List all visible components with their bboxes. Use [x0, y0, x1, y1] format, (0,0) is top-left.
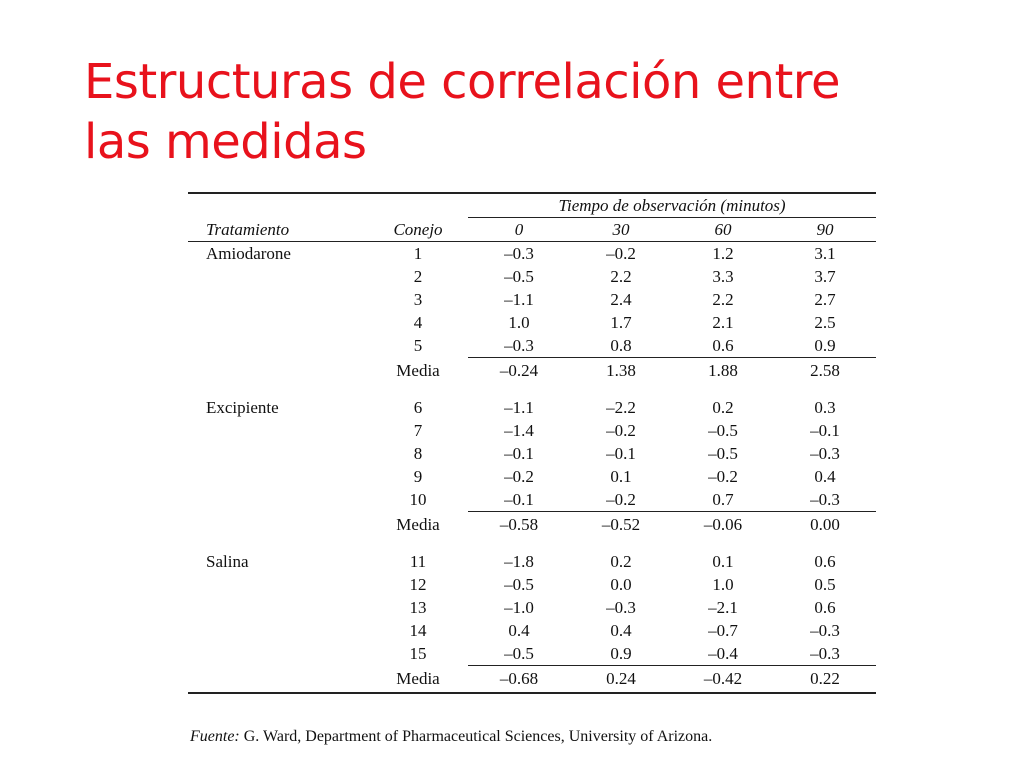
value-cell: –0.3 — [606, 598, 636, 617]
value-cell: 0.0 — [610, 575, 632, 594]
table-row — [188, 488, 876, 512]
value-cell: –0.2 — [606, 421, 636, 440]
table-row — [188, 573, 876, 596]
value-cell: 1.0 — [712, 575, 734, 594]
mean-value-cell: 0.22 — [774, 666, 876, 694]
value-cell: –0.5 — [504, 644, 534, 663]
rabbit-id: 15 — [409, 644, 427, 664]
table-row — [188, 396, 876, 419]
bottom-rule-cell — [188, 693, 876, 698]
value-cell: –0.5 — [708, 421, 738, 440]
value-cell: 0.9 — [610, 644, 632, 663]
value-cell: –0.3 — [810, 444, 840, 463]
table-row — [188, 288, 876, 311]
value-cell: 0.6 — [814, 552, 836, 571]
table-row — [188, 265, 876, 288]
value-cell: 1.2 — [712, 244, 734, 263]
treatment-cell — [188, 512, 368, 539]
table-row — [188, 465, 876, 488]
mean-row — [188, 666, 876, 694]
group-spacer — [188, 538, 876, 550]
rabbit-id: 14 — [409, 621, 427, 640]
rabbit-id: 6 — [413, 398, 423, 417]
table-row — [188, 550, 876, 573]
value-cell: 3.3 — [712, 267, 734, 286]
table-row — [188, 334, 876, 358]
rabbit-id: 10 — [409, 490, 427, 510]
value-cell: 2.2 — [712, 290, 734, 309]
treatment-label: Excipiente — [206, 398, 279, 417]
treatment-cell — [188, 619, 368, 642]
mean-row — [188, 358, 876, 385]
value-cell: –1.0 — [504, 598, 534, 617]
rabbit-id: 9 — [413, 467, 423, 486]
mean-value-cell: 0.24 — [570, 666, 672, 694]
mean-label: Media — [396, 360, 440, 380]
value-cell: 0.5 — [814, 575, 836, 594]
value-cell: 1.7 — [610, 313, 632, 332]
value-cell: –0.2 — [606, 244, 636, 263]
value-cell: 0.1 — [712, 552, 734, 571]
value-cell: 0.4 — [814, 467, 836, 486]
mean-label: Media — [396, 668, 440, 688]
treatment-cell — [188, 596, 368, 619]
treatment-cell — [188, 419, 368, 442]
value-cell: –0.3 — [810, 621, 840, 640]
value-cell: 0.3 — [814, 398, 836, 417]
table-body — [188, 242, 876, 699]
mean-value-cell: –0.06 — [672, 512, 774, 539]
value-cell: –0.1 — [504, 444, 534, 463]
value-cell: –0.3 — [504, 244, 534, 263]
treatment-cell — [188, 488, 368, 512]
treatment-cell — [188, 311, 368, 334]
value-cell: –0.2 — [708, 467, 738, 486]
mean-value-cell: 1.88 — [672, 358, 774, 385]
mean-value-cell: –0.58 — [468, 512, 570, 539]
value-cell: 0.7 — [712, 490, 734, 509]
rabbit-id: 2 — [413, 267, 423, 286]
value-cell: 0.2 — [712, 398, 734, 417]
data-table-container — [188, 192, 876, 698]
treatment-cell — [188, 334, 368, 358]
value-cell: –2.1 — [708, 598, 738, 617]
value-cell: –0.2 — [504, 467, 534, 486]
rabbit-id: 1 — [413, 244, 423, 263]
rabbit-id: 3 — [413, 290, 423, 309]
value-cell: –2.2 — [606, 398, 636, 417]
value-cell: 0.9 — [814, 336, 836, 355]
value-cell: –1.8 — [504, 552, 534, 571]
footnote-label: Fuente: — [190, 728, 240, 745]
value-cell: –0.3 — [810, 644, 840, 663]
value-cell: 0.2 — [610, 552, 632, 571]
bottom-rule — [188, 693, 876, 698]
value-cell: –1.1 — [504, 398, 534, 417]
value-cell: –0.1 — [810, 421, 840, 440]
value-cell: –0.3 — [810, 490, 840, 509]
mean-value-cell: –0.42 — [672, 666, 774, 694]
mean-value-cell: 1.38 — [570, 358, 672, 385]
mean-value-cell: 0.00 — [774, 512, 876, 539]
treatment-cell — [188, 442, 368, 465]
value-cell: 0.8 — [610, 336, 632, 355]
header-time-30: 30 — [570, 218, 672, 242]
slide-title-line2: las medidas — [84, 114, 367, 170]
value-cell: 2.7 — [814, 290, 836, 309]
rabbit-id: 7 — [413, 421, 423, 440]
value-cell: 2.5 — [814, 313, 836, 332]
table-row — [188, 442, 876, 465]
treatment-cell — [188, 666, 368, 694]
treatment-label: Amiodarone — [206, 244, 291, 263]
table-row — [188, 642, 876, 666]
value-cell: 0.4 — [610, 621, 632, 640]
header-time-60: 60 — [672, 218, 774, 242]
value-cell: –1.4 — [504, 421, 534, 440]
header-span-row — [188, 193, 876, 218]
mean-value-cell: –0.68 — [468, 666, 570, 694]
treatment-cell — [188, 465, 368, 488]
value-cell: 3.7 — [814, 267, 836, 286]
header-rabbit: Conejo — [368, 218, 468, 242]
mean-value-cell: 2.58 — [774, 358, 876, 385]
value-cell: –0.5 — [504, 575, 534, 594]
value-cell: 2.2 — [610, 267, 632, 286]
value-cell: –0.5 — [708, 444, 738, 463]
value-cell: 1.0 — [508, 313, 530, 332]
footnote-text: G. Ward, Department of Pharmaceutical Sciences, University of Arizona. — [239, 728, 713, 745]
mean-row — [188, 512, 876, 539]
mean-value-cell: –0.24 — [468, 358, 570, 385]
value-cell: 0.1 — [610, 467, 632, 486]
rabbit-id: 13 — [409, 598, 427, 617]
source-footnote — [190, 728, 712, 746]
value-cell: 3.1 — [814, 244, 836, 263]
table-row — [188, 619, 876, 642]
table-row — [188, 242, 876, 266]
value-cell: –0.3 — [504, 336, 534, 355]
rabbit-id: 12 — [409, 575, 427, 594]
measurements-table — [188, 192, 876, 698]
table-row — [188, 419, 876, 442]
treatment-label: Salina — [206, 552, 249, 571]
header-time-span: Tiempo de observación (minutos) — [468, 193, 876, 218]
value-cell: –0.2 — [606, 490, 636, 509]
treatment-cell — [188, 573, 368, 596]
rabbit-id: 8 — [413, 444, 423, 463]
value-cell: 2.4 — [610, 290, 632, 309]
rabbit-id: 11 — [409, 552, 427, 571]
value-cell: 0.6 — [814, 598, 836, 617]
header-time-0: 0 — [468, 218, 570, 242]
mean-label: Media — [396, 514, 440, 534]
header-columns-row — [188, 218, 876, 242]
header-treatment: Tratamiento — [188, 218, 368, 242]
value-cell: –1.1 — [504, 290, 534, 309]
value-cell: –0.1 — [606, 444, 636, 463]
mean-value-cell: –0.52 — [570, 512, 672, 539]
treatment-cell — [188, 642, 368, 666]
treatment-cell — [188, 265, 368, 288]
spacer-cell — [188, 538, 876, 550]
value-cell: –0.5 — [504, 267, 534, 286]
treatment-cell — [188, 358, 368, 385]
rabbit-id: 5 — [413, 336, 423, 356]
value-cell: –0.1 — [504, 490, 534, 509]
slide-title — [84, 52, 964, 172]
treatment-cell — [188, 288, 368, 311]
table-row — [188, 596, 876, 619]
header-time-90: 90 — [774, 218, 876, 242]
value-cell: 0.4 — [508, 621, 530, 640]
spacer-cell — [188, 384, 876, 396]
value-cell: –0.4 — [708, 644, 738, 663]
group-spacer — [188, 384, 876, 396]
value-cell: 0.6 — [712, 336, 734, 355]
value-cell: –0.7 — [708, 621, 738, 640]
rabbit-id: 4 — [413, 313, 423, 332]
slide-title-line1: Estructuras de correlación entre — [84, 54, 840, 110]
table-row — [188, 311, 876, 334]
value-cell: 2.1 — [712, 313, 734, 332]
